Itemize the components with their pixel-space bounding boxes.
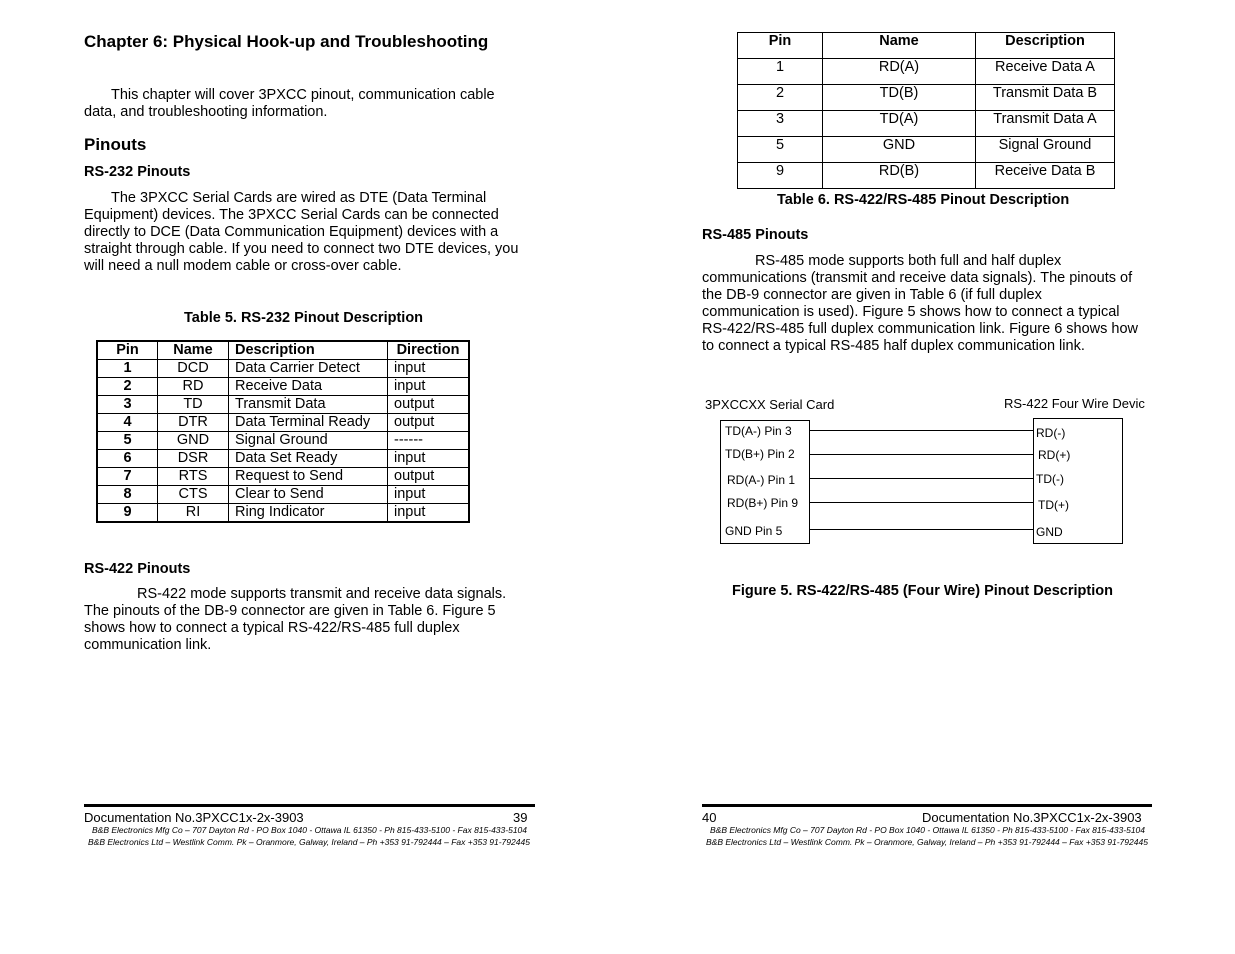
rs232-heading: RS-232 Pinouts [84, 164, 191, 180]
table-cell: RD(B) [823, 163, 976, 189]
table-cell: 5 [738, 137, 823, 163]
table-row [97, 432, 469, 450]
rs485-text-line: the DB-9 connector are given in Table 6 (if full duplex [702, 287, 1042, 303]
rs232-text-line: The 3PXCC Serial Cards are wired as DTE (Data Terminal [111, 190, 487, 206]
table-cell: TD(A) [823, 111, 976, 137]
table-cell: CTS [158, 486, 229, 504]
wire-td-a-to-rd-minus [809, 430, 1033, 431]
pin-label: TD(A-) Pin 3 [725, 424, 792, 438]
table-cell: Transmit Data A [976, 111, 1115, 137]
footer-address-ie: B&B Electronics Ltd – Westlink Comm. Pk – Oranmore, Galway, Ireland – Ph +353 91-792444 – Fax +353 91-792445 [88, 837, 530, 847]
table-cell: 5 [97, 432, 158, 450]
footer-address-us: B&B Electronics Mfg Co – 707 Dayton Rd - PO Box 1040 - Ottawa IL 61350 - Ph 815-433-5100 - Fax 815-433-5104 [710, 825, 1146, 835]
rs485-text-line: communications (transmit and receive data signals). The pinouts of [702, 270, 1133, 286]
rs232-text-line: will need a null modem cable or cross-over cable. [84, 258, 402, 274]
rs485-text-line: RS-485 mode supports both full and half duplex [755, 253, 1062, 269]
pin-label: TD(-) [1036, 472, 1064, 486]
wire-gnd-to-gnd [809, 529, 1033, 530]
page-number: 40 [702, 810, 717, 825]
table-row [738, 59, 1115, 85]
table-cell: Data Terminal Ready [229, 414, 388, 432]
table-cell: DCD [158, 360, 229, 378]
table-cell: input [388, 450, 470, 468]
rs232-text-line: Equipment) devices. The 3PXCC Serial Cards can be connected [84, 207, 499, 223]
table-cell: output [388, 396, 470, 414]
table-cell: 2 [97, 378, 158, 396]
footer-address-us: B&B Electronics Mfg Co – 707 Dayton Rd - PO Box 1040 - Ottawa IL 61350 - Ph 815-433-5100 - Fax 815-433-5104 [92, 825, 528, 835]
table-row [97, 414, 469, 432]
pin-label: GND Pin 5 [725, 524, 783, 538]
table-cell: Transmit Data B [976, 85, 1115, 111]
chapter-title: Chapter 6: Physical Hook-up and Troubleshooting [84, 32, 489, 51]
table5-caption: Table 5. RS-232 Pinout Description [184, 310, 424, 326]
column-header: Description [229, 341, 388, 360]
table-cell: GND [823, 137, 976, 163]
table-cell: Signal Ground [976, 137, 1115, 163]
table-row [738, 85, 1115, 111]
rs485-text-line: to connect a typical RS-485 half duplex communication link. [702, 338, 1085, 354]
table-row [738, 137, 1115, 163]
column-header: Name [158, 341, 229, 360]
table-row [97, 360, 469, 378]
table-cell: Receive Data B [976, 163, 1115, 189]
table6-caption: Table 6. RS-422/RS-485 Pinout Description [777, 192, 1070, 208]
column-header: Direction [388, 341, 470, 360]
table-cell: Receive Data A [976, 59, 1115, 85]
table-cell: 2 [738, 85, 823, 111]
table-cell: 9 [97, 504, 158, 523]
table-cell: TD [158, 396, 229, 414]
device-box [1033, 418, 1123, 544]
figure5-caption: Figure 5. RS-422/RS-485 (Four Wire) Pinout Description [732, 583, 1113, 599]
footer-doc-number: Documentation No.3PXCC1x-2x-3903 [922, 810, 1142, 825]
intro-line-1: This chapter will cover 3PXCC pinout, communication cable [111, 87, 495, 103]
page-number: 39 [513, 810, 528, 825]
device-title: RS-422 Four Wire Devic [1004, 396, 1145, 411]
table-row [97, 396, 469, 414]
table-cell: DTR [158, 414, 229, 432]
rs422-text-line: shows how to connect a typical RS-422/RS-485 full duplex [84, 620, 460, 636]
rs232-text-line: directly to DCE (Data Communication Equipment) devices with a [84, 224, 499, 240]
table-cell: 8 [97, 486, 158, 504]
table-cell: output [388, 414, 470, 432]
footer-rule [84, 804, 535, 807]
rs422-text-line: communication link. [84, 637, 212, 653]
rs422-heading: RS-422 Pinouts [84, 561, 191, 577]
table-cell: input [388, 378, 470, 396]
table-cell: Ring Indicator [229, 504, 388, 523]
pin-label: RD(+) [1038, 448, 1071, 462]
pin-label: GND [1036, 525, 1063, 539]
table-cell: 1 [97, 360, 158, 378]
table-cell: output [388, 468, 470, 486]
footer-doc-number: Documentation No.3PXCC1x-2x-3903 [84, 810, 304, 825]
wire-rd-b-to-td-plus [809, 502, 1033, 503]
table-cell: RD [158, 378, 229, 396]
wire-td-b-to-rd-plus [809, 454, 1033, 455]
table-cell: DSR [158, 450, 229, 468]
table-cell: Request to Send [229, 468, 388, 486]
rs232-text-line: straight through cable. If you need to connect two DTE devices, you [84, 241, 519, 257]
table-row [97, 504, 469, 523]
table-cell: Transmit Data [229, 396, 388, 414]
table-cell: RD(A) [823, 59, 976, 85]
pin-label: TD(B+) Pin 2 [725, 447, 795, 461]
column-header: Name [823, 33, 976, 59]
column-header: Description [976, 33, 1115, 59]
column-header: Pin [97, 341, 158, 360]
pin-label: TD(+) [1038, 498, 1069, 512]
table-cell: Data Set Ready [229, 450, 388, 468]
pin-label: RD(B+) Pin 9 [727, 496, 799, 510]
footer-address-ie: B&B Electronics Ltd – Westlink Comm. Pk – Oranmore, Galway, Ireland – Ph +353 91-792444 – Fax +353 91-792445 [706, 837, 1148, 847]
table-header-row [738, 33, 1115, 59]
table-cell: RI [158, 504, 229, 523]
table-cell: 6 [97, 450, 158, 468]
table-cell: Data Carrier Detect [229, 360, 388, 378]
footer-rule [702, 804, 1152, 807]
rs485-text-line: communication is used). Figure 5 shows how to connect a typical [702, 304, 1120, 320]
table-cell: 1 [738, 59, 823, 85]
table-cell: Signal Ground [229, 432, 388, 450]
rs485-text-line: RS-422/RS-485 full duplex communication link. Figure 6 shows how [702, 321, 1139, 337]
wiring-diagram [700, 390, 1166, 550]
table-header-row [97, 341, 469, 360]
table-cell: input [388, 504, 470, 523]
intro-line-2: data, and troubleshooting information. [84, 104, 328, 120]
table-row [97, 378, 469, 396]
table-cell: TD(B) [823, 85, 976, 111]
table-cell: ------ [388, 432, 470, 450]
table-cell: Receive Data [229, 378, 388, 396]
table-cell: GND [158, 432, 229, 450]
table-row [738, 163, 1115, 189]
pin-label: RD(A-) Pin 1 [727, 473, 796, 487]
rs422-text-line: The pinouts of the DB-9 connector are given in Table 6. Figure 5 [84, 603, 496, 619]
pin-label: RD(-) [1036, 426, 1066, 440]
table-cell: 3 [97, 396, 158, 414]
table-cell: RTS [158, 468, 229, 486]
serial-card-title: 3PXCCXX Serial Card [705, 397, 835, 412]
rs485-heading: RS-485 Pinouts [702, 227, 809, 243]
rs422-pinout-table [737, 32, 1115, 189]
table-cell: 9 [738, 163, 823, 189]
table-cell: 3 [738, 111, 823, 137]
table-row [97, 468, 469, 486]
rs422-text-line: RS-422 mode supports transmit and receive data signals. [137, 586, 507, 602]
table-cell: 4 [97, 414, 158, 432]
table-row [97, 486, 469, 504]
table-row [738, 111, 1115, 137]
table-cell: 7 [97, 468, 158, 486]
table-cell: input [388, 486, 470, 504]
pinouts-heading: Pinouts [84, 135, 147, 154]
table-row [97, 450, 469, 468]
rs232-pinout-table [96, 340, 470, 523]
table-cell: input [388, 360, 470, 378]
wire-rd-a-to-td-minus [809, 478, 1033, 479]
column-header: Pin [738, 33, 823, 59]
table-cell: Clear to Send [229, 486, 388, 504]
serial-card-box [720, 420, 810, 544]
